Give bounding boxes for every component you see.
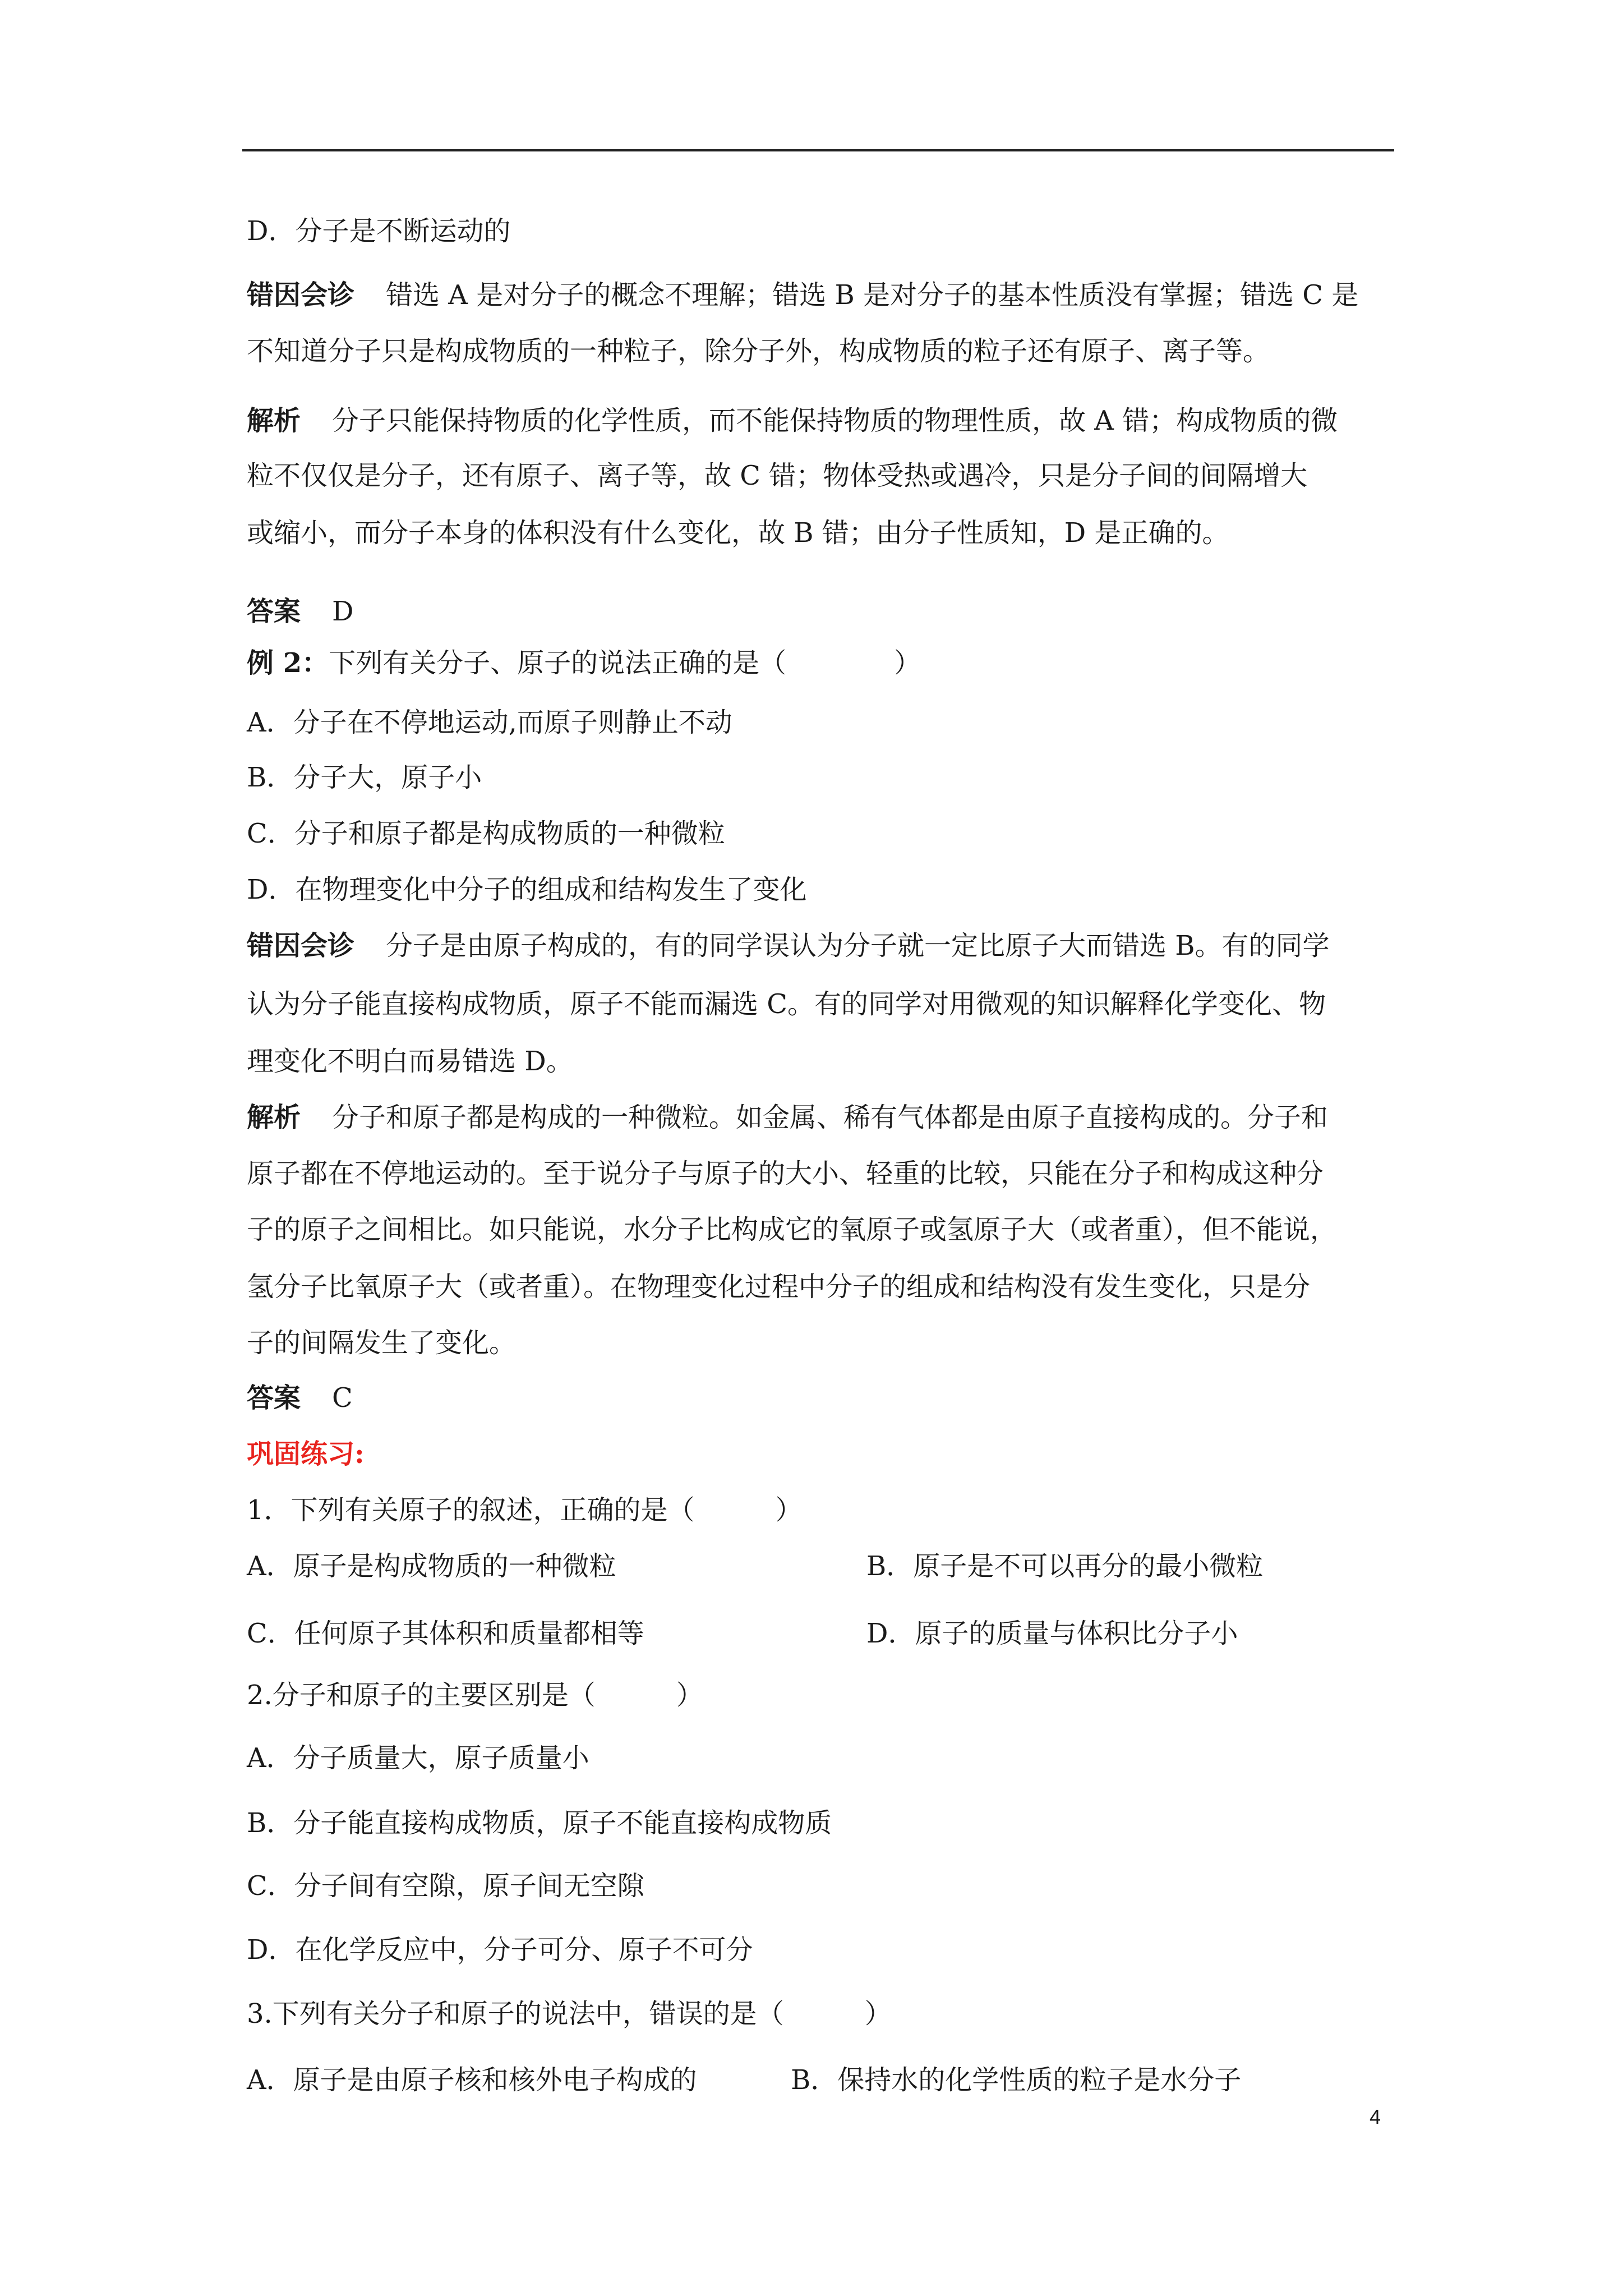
q1-option-b: B．原子是不可以再分的最小微粒 bbox=[866, 1550, 1264, 1582]
answer-title: 答案 bbox=[247, 1382, 301, 1414]
q3-option-a: A．原子是由原子核和核外电子构成的 bbox=[247, 2064, 697, 2096]
answer-title: 答案 bbox=[247, 596, 301, 627]
q1-option-c: C．任何原子其体积和质量都相等 bbox=[247, 1618, 644, 1649]
ex1-analysis-line3: 或缩小，而分子本身的体积没有什么变化，故 B 错；由分子性质知，D 是正确的。 bbox=[247, 517, 1229, 549]
ex2-error-line2: 认为分子能直接构成物质，原子不能而漏选 C。有的同学对用微观的知识解释化学变化、物 bbox=[247, 988, 1326, 1020]
ex2-analysis-line2: 原子都在不停地运动的。至于说分子与原子的大小、轻重的比较，只能在分子和构成这种分 bbox=[247, 1158, 1324, 1189]
error-title: 错因会诊 bbox=[247, 930, 355, 961]
q2-option-d: D．在化学反应中，分子可分、原子不可分 bbox=[247, 1934, 753, 1966]
analysis-title: 解析 bbox=[247, 405, 301, 436]
q1-stem: 1．下列有关原子的叙述，正确的是（ ） bbox=[247, 1494, 803, 1526]
q2-option-a: A．分子质量大，原子质量小 bbox=[247, 1742, 589, 1774]
header-rule bbox=[242, 149, 1394, 151]
example-title: 例 2： bbox=[247, 647, 329, 679]
ex2-error-line: 错因会诊 分子是由原子构成的，有的同学误认为分子就一定比原子大而错选 B。有的同学 bbox=[247, 930, 1330, 961]
ex2-option-d: D．在物理变化中分子的组成和结构发生了变化 bbox=[247, 874, 807, 905]
ex2-analysis-line: 解析 分子和原子都是构成的一种微粒。如金属、稀有气体都是由原子直接构成的。分子和 bbox=[247, 1102, 1329, 1133]
q2-option-b: B．分子能直接构成物质，原子不能直接构成物质 bbox=[247, 1807, 832, 1839]
ex2-answer-line bbox=[247, 1380, 353, 1416]
ex1-analysis-line2: 粒不仅仅是分子，还有原子、离子等，故 C 错；物体受热或遇冷，只是分子间的间隔增大 bbox=[247, 460, 1308, 491]
ex2-analysis-line5: 子的间隔发生了变化。 bbox=[247, 1327, 517, 1359]
ex1-error-line: 错因会诊 错选 A 是对分子的概念不理解；错选 B 是对分子的基本性质没有掌握；错选 C 是 bbox=[247, 279, 1359, 311]
ex2-analysis-line3: 子的原子之间相比。如只能说，水分子比构成它的氧原子或氢原子大（或者重），但不能说， bbox=[247, 1214, 1338, 1245]
ex1-analysis-line: 解析 分子只能保持物质的化学性质，而不能保持物质的物理性质，故 A 错；构成物质的微 bbox=[247, 405, 1338, 436]
practice-heading: 巩固练习: bbox=[247, 1438, 365, 1470]
ex2-analysis-line4: 氢分子比氧原子大（或者重）。在物理变化过程中分子的组成和结构没有发生变化，只是分 bbox=[247, 1271, 1311, 1303]
ex2-option-a: A．分子在不停地运动,而原子则静止不动 bbox=[247, 707, 732, 738]
ex2-option-b: B．分子大，原子小 bbox=[247, 762, 482, 793]
ex2-error-line3: 理变化不明白而易错选 D。 bbox=[247, 1046, 573, 1077]
page-number: 4 bbox=[1370, 2105, 1381, 2128]
error-title: 错因会诊 bbox=[247, 279, 355, 311]
q2-stem: 2.分子和原子的主要区别是（ ） bbox=[247, 1680, 703, 1711]
answer-value: D bbox=[332, 596, 354, 627]
q2-option-c: C．分子间有空隙，原子间无空隙 bbox=[247, 1870, 644, 1902]
ex1-answer-line bbox=[247, 593, 354, 629]
ex1-error-line2: 不知道分子只是构成物质的一种粒子，除分子外，构成物质的粒子还有原子、离子等。 bbox=[247, 335, 1270, 367]
option-d-line: D．分子是不断运动的 bbox=[247, 215, 511, 247]
q3-option-b: B．保持水的化学性质的粒子是水分子 bbox=[791, 2064, 1242, 2096]
analysis-title: 解析 bbox=[247, 1102, 301, 1133]
q1-option-d: D．原子的质量与体积比分子小 bbox=[866, 1618, 1238, 1649]
q1-option-a: A．原子是构成物质的一种微粒 bbox=[247, 1550, 616, 1582]
q3-stem: 3.下列有关分子和原子的说法中，错误的是（ ） bbox=[247, 1998, 892, 2030]
answer-value: C bbox=[332, 1382, 353, 1414]
ex2-option-c: C．分子和原子都是构成物质的一种微粒 bbox=[247, 818, 725, 849]
ex2-question-line: 例 2：下列有关分子、原子的说法正确的是（ ） bbox=[247, 647, 921, 679]
